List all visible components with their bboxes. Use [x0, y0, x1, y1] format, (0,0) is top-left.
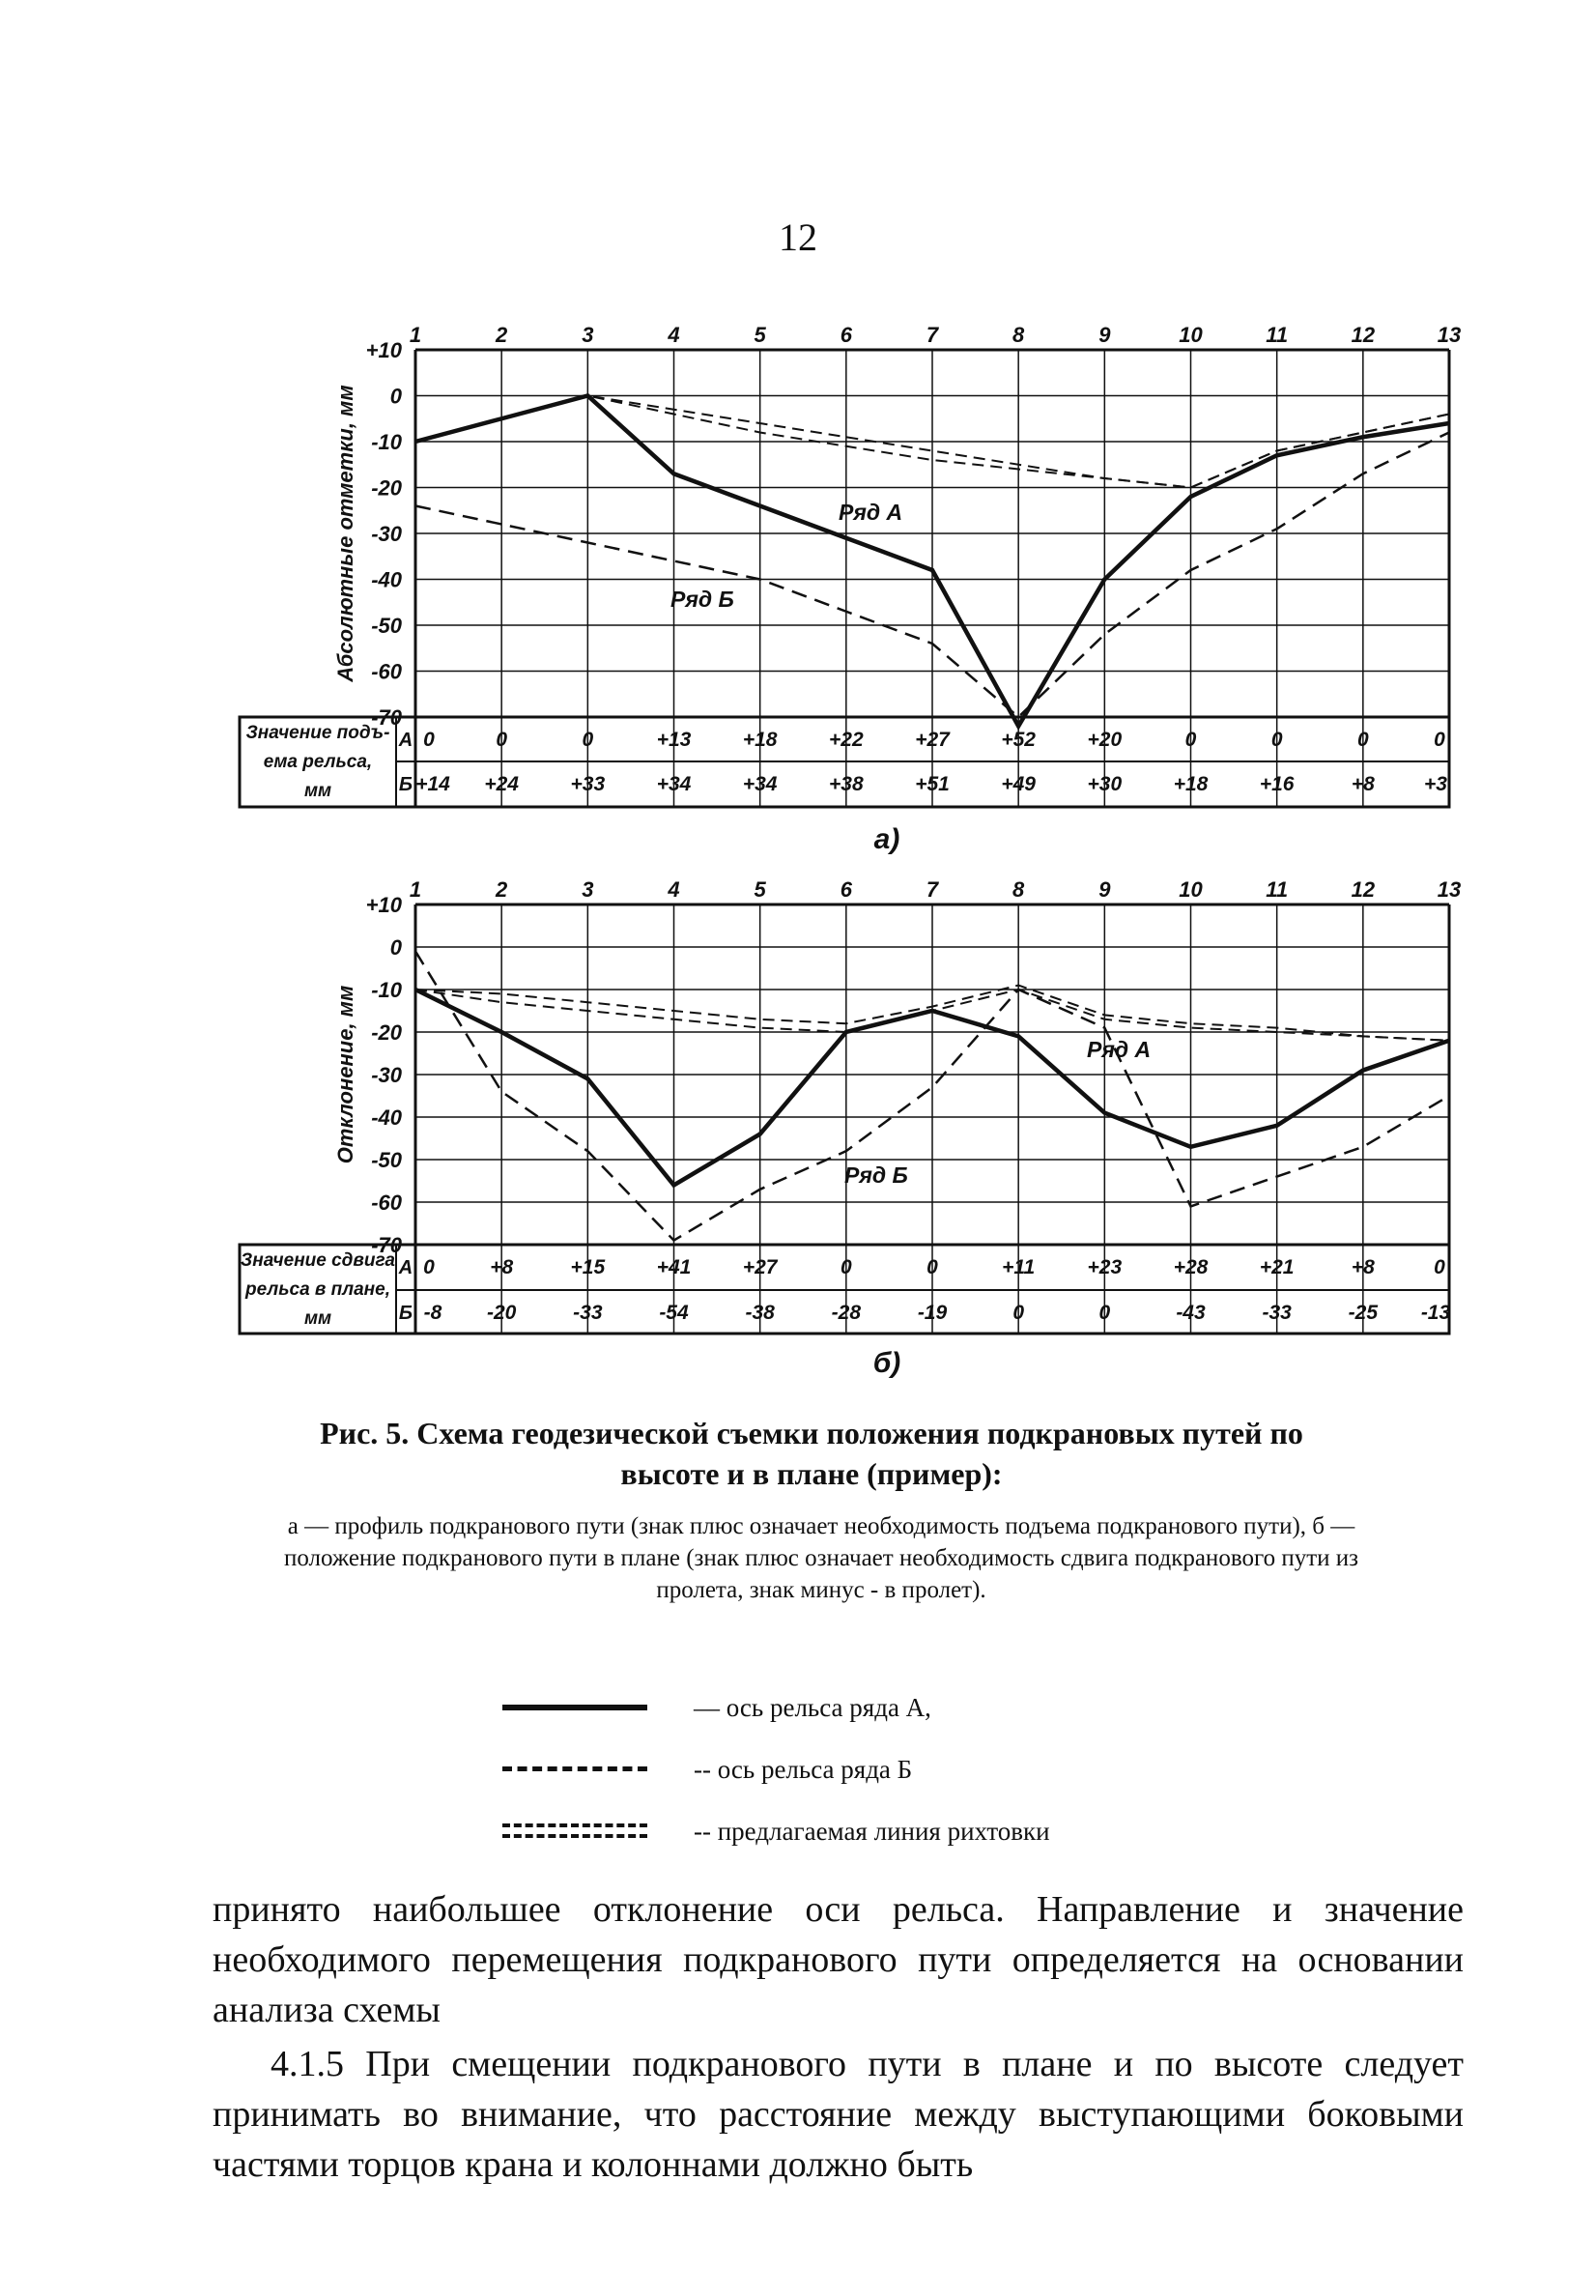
- table-cell-row-b: +3: [1424, 773, 1447, 795]
- page-number: 12: [779, 215, 817, 259]
- y-tick-label: -10: [371, 430, 402, 454]
- y-tick-label: -50: [371, 614, 402, 638]
- point-number-label: 13: [1437, 877, 1462, 902]
- series-label-row-b: Ряд Б: [844, 1162, 908, 1188]
- table-cell-row-a: 0: [1434, 1256, 1445, 1278]
- point-number-label: 2: [496, 323, 508, 347]
- point-number-label: 4: [668, 323, 680, 347]
- body-paragraph: принято наибольшее отклонение оси рельса. Направление и значение необходимого перемещения подкранового пути определяется на основании анализа схемы: [213, 1889, 1464, 2030]
- table-cell-row-a: +52: [1001, 729, 1036, 751]
- table-cell-row-b: -33: [573, 1302, 603, 1324]
- legend-label: -- ось рельса ряда Б: [694, 1754, 913, 1784]
- point-number-label: 2: [496, 877, 508, 902]
- figure-b: [240, 877, 1461, 1379]
- figure-a: [240, 323, 1461, 855]
- point-number-label: 5: [754, 323, 766, 347]
- y-tick-label: -40: [371, 567, 402, 592]
- point-number-label: 1: [409, 877, 422, 902]
- table-cell-row-a: +21: [1259, 1256, 1295, 1278]
- y-tick-label: +10: [365, 338, 402, 362]
- point-number-label: 12: [1351, 877, 1376, 902]
- table-cell-row-b: +8: [1351, 773, 1375, 795]
- table-cell-row-b: -13: [1420, 1302, 1451, 1324]
- series-label-row-b: Ряд Б: [670, 587, 734, 612]
- table-cell-row-a: +23: [1087, 1256, 1123, 1278]
- point-number-label: 6: [840, 323, 852, 347]
- point-number-label: 11: [1266, 877, 1289, 902]
- legend-dashed-line-icon: [502, 1760, 667, 1779]
- table-cell-row-b: -28: [831, 1302, 862, 1324]
- table-row-header: мм: [303, 1308, 332, 1329]
- point-number-label: 7: [926, 877, 939, 902]
- legend-double-dashed-line-icon: [502, 1822, 667, 1841]
- table-cell-row-a: 0: [496, 729, 508, 751]
- table-cell-row-a: +27: [915, 729, 950, 751]
- y-tick-label: -60: [371, 659, 402, 684]
- point-number-label: 11: [1266, 323, 1289, 347]
- y-tick-label: -10: [371, 978, 402, 1002]
- table-cell-row-a: 0: [1434, 729, 1445, 751]
- series-label-row-a: Ряд А: [839, 500, 903, 525]
- table-cell-row-b: +18: [1173, 773, 1209, 795]
- table-cell-row-b: -33: [1262, 1302, 1292, 1324]
- figure-sublabel: а): [873, 823, 900, 855]
- point-number-label: 9: [1098, 323, 1111, 347]
- y-tick-label: -60: [371, 1191, 402, 1215]
- table-row-letter-a: А: [398, 730, 413, 751]
- y-tick-label: -50: [371, 1148, 402, 1172]
- table-cell-row-a: 0: [1270, 729, 1283, 751]
- table-cell-row-b: +33: [570, 773, 606, 795]
- point-number-label: 9: [1098, 877, 1111, 902]
- figure-caption-body: а — профиль подкранового пути (знак плюс означает необходимость подъема подкранового пути), б — положение подкранового пути в плане (знак плюс означает необходимость сдвига подкранового пути из пролета, знак минус - в пролет).: [283, 1513, 1359, 1603]
- table-cell-row-a: +8: [1351, 1256, 1375, 1278]
- point-number-label: 3: [582, 323, 594, 347]
- y-tick-label: -70: [371, 1233, 402, 1257]
- legend-item-alignment: [502, 1800, 1372, 1862]
- table-cell-row-b: +16: [1259, 773, 1295, 795]
- point-number-label: 12: [1351, 323, 1376, 347]
- table-row-letter-b: Б: [398, 1303, 413, 1324]
- table-cell-row-b: 0: [1098, 1302, 1111, 1324]
- table-cell-row-a: 0: [423, 1256, 435, 1278]
- table-cell-row-a: 0: [926, 1256, 938, 1278]
- table-row-header: Значение подъ-: [245, 723, 390, 743]
- table-cell-row-b: +38: [829, 773, 864, 795]
- table-cell-row-b: +14: [415, 773, 450, 795]
- table-cell-row-a: +11: [1002, 1256, 1036, 1278]
- figure-sublabel: б): [872, 1347, 901, 1379]
- table-cell-row-b: -43: [1176, 1302, 1206, 1324]
- table-cell-row-a: 0: [840, 1256, 852, 1278]
- y-tick-label: +10: [365, 893, 402, 917]
- table-cell-row-a: 0: [423, 729, 435, 751]
- table-cell-row-a: +13: [656, 729, 692, 751]
- point-number-label: 6: [840, 877, 852, 902]
- table-cell-row-b: +24: [484, 773, 519, 795]
- table-cell-row-b: +49: [1001, 773, 1036, 795]
- table-cell-row-a: +8: [490, 1256, 514, 1278]
- table-cell-row-a: 0: [1356, 729, 1369, 751]
- point-number-label: 5: [754, 877, 766, 902]
- legend-item-row-a: [502, 1677, 1372, 1738]
- point-number-label: 8: [1012, 323, 1025, 347]
- table-row-header: Значение сдвига: [241, 1250, 395, 1271]
- table-cell-row-b: -8: [423, 1302, 442, 1324]
- point-number-label: 1: [409, 323, 422, 347]
- table-cell-row-b: -54: [659, 1302, 689, 1324]
- legend-solid-line-icon: [502, 1698, 667, 1717]
- table-row-letter-a: А: [398, 1257, 413, 1278]
- table-cell-row-b: -38: [745, 1302, 775, 1324]
- y-tick-label: -40: [371, 1105, 402, 1130]
- table-cell-row-a: +15: [570, 1256, 606, 1278]
- legend-item-row-b: [502, 1738, 1372, 1800]
- point-number-label: 4: [668, 877, 680, 902]
- legend: [502, 1677, 1372, 1862]
- table-cell-row-b: -20: [486, 1302, 517, 1324]
- table-cell-row-a: +20: [1087, 729, 1123, 751]
- table-cell-row-b: 0: [1012, 1302, 1025, 1324]
- table-cell-row-a: +28: [1173, 1256, 1209, 1278]
- point-number-label: 7: [926, 323, 939, 347]
- table-cell-row-a: +18: [742, 729, 778, 751]
- y-axis-label: Абсолютные отметки, мм: [333, 385, 357, 682]
- table-cell-row-a: 0: [582, 729, 594, 751]
- table-cell-row-a: +27: [742, 1256, 778, 1278]
- table-cell-row-a: 0: [1184, 729, 1197, 751]
- table-cell-row-b: +34: [742, 773, 778, 795]
- figure-caption-title: Рис. 5. Схема геодезической съемки положения подкрановых путей по высоте и в плане (пример):: [320, 1416, 1303, 1491]
- table-row-header: рельса в плане,: [245, 1279, 390, 1300]
- table-cell-row-b: -19: [917, 1302, 948, 1324]
- y-tick-label: -20: [371, 1020, 402, 1045]
- y-tick-label: -20: [371, 475, 402, 501]
- body-paragraph: 4.1.5 При смещении подкранового пути в плане и по высоте следует принимать во внимание, что расстояние между выступающими боковыми частями торцов крана и колоннами должно быть: [213, 2044, 1464, 2185]
- y-tick-label: 0: [389, 935, 402, 960]
- table-cell-row-b: -25: [1348, 1302, 1379, 1324]
- point-number-label: 13: [1437, 323, 1462, 347]
- table-row-header: мм: [303, 781, 332, 801]
- table-cell-row-a: +22: [829, 729, 864, 751]
- table-row-header: ема рельса,: [263, 752, 373, 772]
- series-label-row-a: Ряд А: [1087, 1037, 1152, 1062]
- point-number-label: 10: [1179, 877, 1203, 902]
- y-tick-label: 0: [389, 384, 402, 409]
- point-number-label: 8: [1012, 877, 1025, 902]
- table-cell-row-b: +51: [915, 773, 950, 795]
- point-number-label: 3: [582, 877, 594, 902]
- y-tick-label: -30: [371, 1063, 402, 1087]
- y-tick-label: -30: [371, 522, 402, 546]
- table-cell-row-b: +34: [656, 773, 692, 795]
- legend-label: — ось рельса ряда А,: [694, 1692, 931, 1722]
- y-axis-label: Отклонение, мм: [333, 985, 357, 1164]
- legend-label: -- предлагаемая линия рихтовки: [694, 1816, 1050, 1846]
- table-row-letter-b: Б: [398, 774, 413, 795]
- point-number-label: 10: [1179, 323, 1203, 347]
- table-cell-row-b: +30: [1087, 773, 1123, 795]
- table-cell-row-a: +41: [656, 1256, 692, 1278]
- y-tick-label: -70: [371, 705, 402, 730]
